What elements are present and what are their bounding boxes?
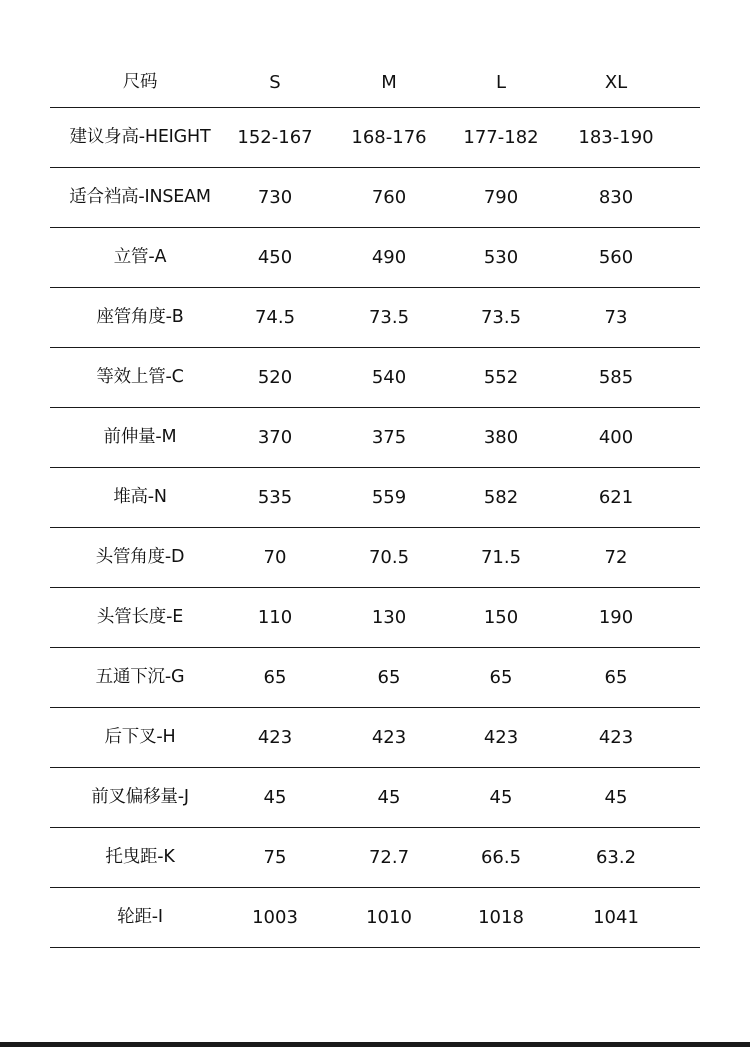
value-cell-xl: 621 [598,486,634,508]
size-chart-table [50,58,700,948]
table-row [50,708,700,768]
value-cell-l: 423 [483,726,519,748]
value-cell-m: 490 [371,246,407,268]
value-cell-l: 552 [483,366,519,388]
table-row [50,828,700,888]
value-cell-xl: 423 [598,726,634,748]
value-cell-l: 1018 [478,906,524,928]
value-cell-s: 70 [263,546,287,568]
row-label: 头管长度-E [96,606,184,627]
value-cell-s: 520 [257,366,293,388]
row-label: 等效上管-C [96,366,184,387]
value-cell-l: 66.5 [480,846,522,868]
value-cell-s: 730 [257,186,293,208]
row-label: 五通下沉-G [95,666,185,687]
value-cell-xl: 585 [598,366,634,388]
table-row [50,348,700,408]
value-cell-m: 72.7 [368,846,410,868]
value-cell-xl: 63.2 [595,846,637,868]
value-cell-m: 45 [377,786,401,808]
value-cell-l: 790 [483,186,519,208]
value-cell-s: 74.5 [254,306,296,328]
table-row [50,108,700,168]
value-cell-xl: 73 [604,306,628,328]
value-cell-s: 370 [257,426,293,448]
value-cell-m: 70.5 [368,546,410,568]
value-cell-m: 559 [371,486,407,508]
header-label-cell: 尺码 [122,71,158,92]
row-label: 堆高-N [113,486,167,507]
value-cell-m: 1010 [366,906,412,928]
value-cell-xl: 65 [604,666,628,688]
value-cell-s: 110 [257,606,293,628]
value-cell-m: 423 [371,726,407,748]
table-row [50,168,700,228]
row-label: 头管角度-D [95,546,185,567]
value-cell-l: 150 [483,606,519,628]
value-cell-s: 423 [257,726,293,748]
header-size-l: L [495,71,507,93]
table-row [50,228,700,288]
value-cell-s: 535 [257,486,293,508]
row-label: 托曳距-K [105,846,175,867]
value-cell-m: 540 [371,366,407,388]
value-cell-xl: 45 [604,786,628,808]
row-label: 前伸量-M [103,426,177,447]
value-cell-s: 1003 [252,906,298,928]
row-label: 适合裆高-INSEAM [69,186,211,207]
value-cell-m: 168-176 [351,126,427,148]
table-row [50,528,700,588]
value-cell-l: 45 [489,786,513,808]
bottom-divider [0,1042,750,1047]
value-cell-xl: 190 [598,606,634,628]
table-row [50,288,700,348]
value-cell-m: 760 [371,186,407,208]
row-label: 后下叉-H [104,726,176,747]
table-row [50,468,700,528]
value-cell-xl: 1041 [593,906,639,928]
row-label: 轮距-I [117,906,163,927]
table-row [50,588,700,648]
value-cell-xl: 400 [598,426,634,448]
row-label: 立管-A [113,246,167,267]
header-size-s: S [269,71,281,93]
row-label: 座管角度-B [96,306,184,327]
value-cell-m: 73.5 [368,306,410,328]
table-row [50,648,700,708]
value-cell-l: 380 [483,426,519,448]
table-body [50,108,700,948]
value-cell-l: 73.5 [480,306,522,328]
header-size-m: M [381,71,397,93]
table-header-row [50,58,700,108]
row-label: 建议身高-HEIGHT [69,126,211,147]
value-cell-s: 152-167 [237,126,313,148]
value-cell-m: 375 [371,426,407,448]
value-cell-xl: 560 [598,246,634,268]
value-cell-l: 71.5 [480,546,522,568]
value-cell-l: 582 [483,486,519,508]
value-cell-xl: 183-190 [578,126,654,148]
value-cell-m: 130 [371,606,407,628]
header-size-xl: XL [604,71,628,93]
value-cell-l: 177-182 [463,126,539,148]
table-row [50,888,700,948]
value-cell-s: 65 [263,666,287,688]
value-cell-s: 450 [257,246,293,268]
value-cell-xl: 72 [604,546,628,568]
value-cell-l: 530 [483,246,519,268]
value-cell-s: 75 [263,846,287,868]
value-cell-m: 65 [377,666,401,688]
value-cell-xl: 830 [598,186,634,208]
row-label: 前叉偏移量-J [91,786,189,807]
value-cell-l: 65 [489,666,513,688]
table-row [50,408,700,468]
table-row [50,768,700,828]
value-cell-s: 45 [263,786,287,808]
